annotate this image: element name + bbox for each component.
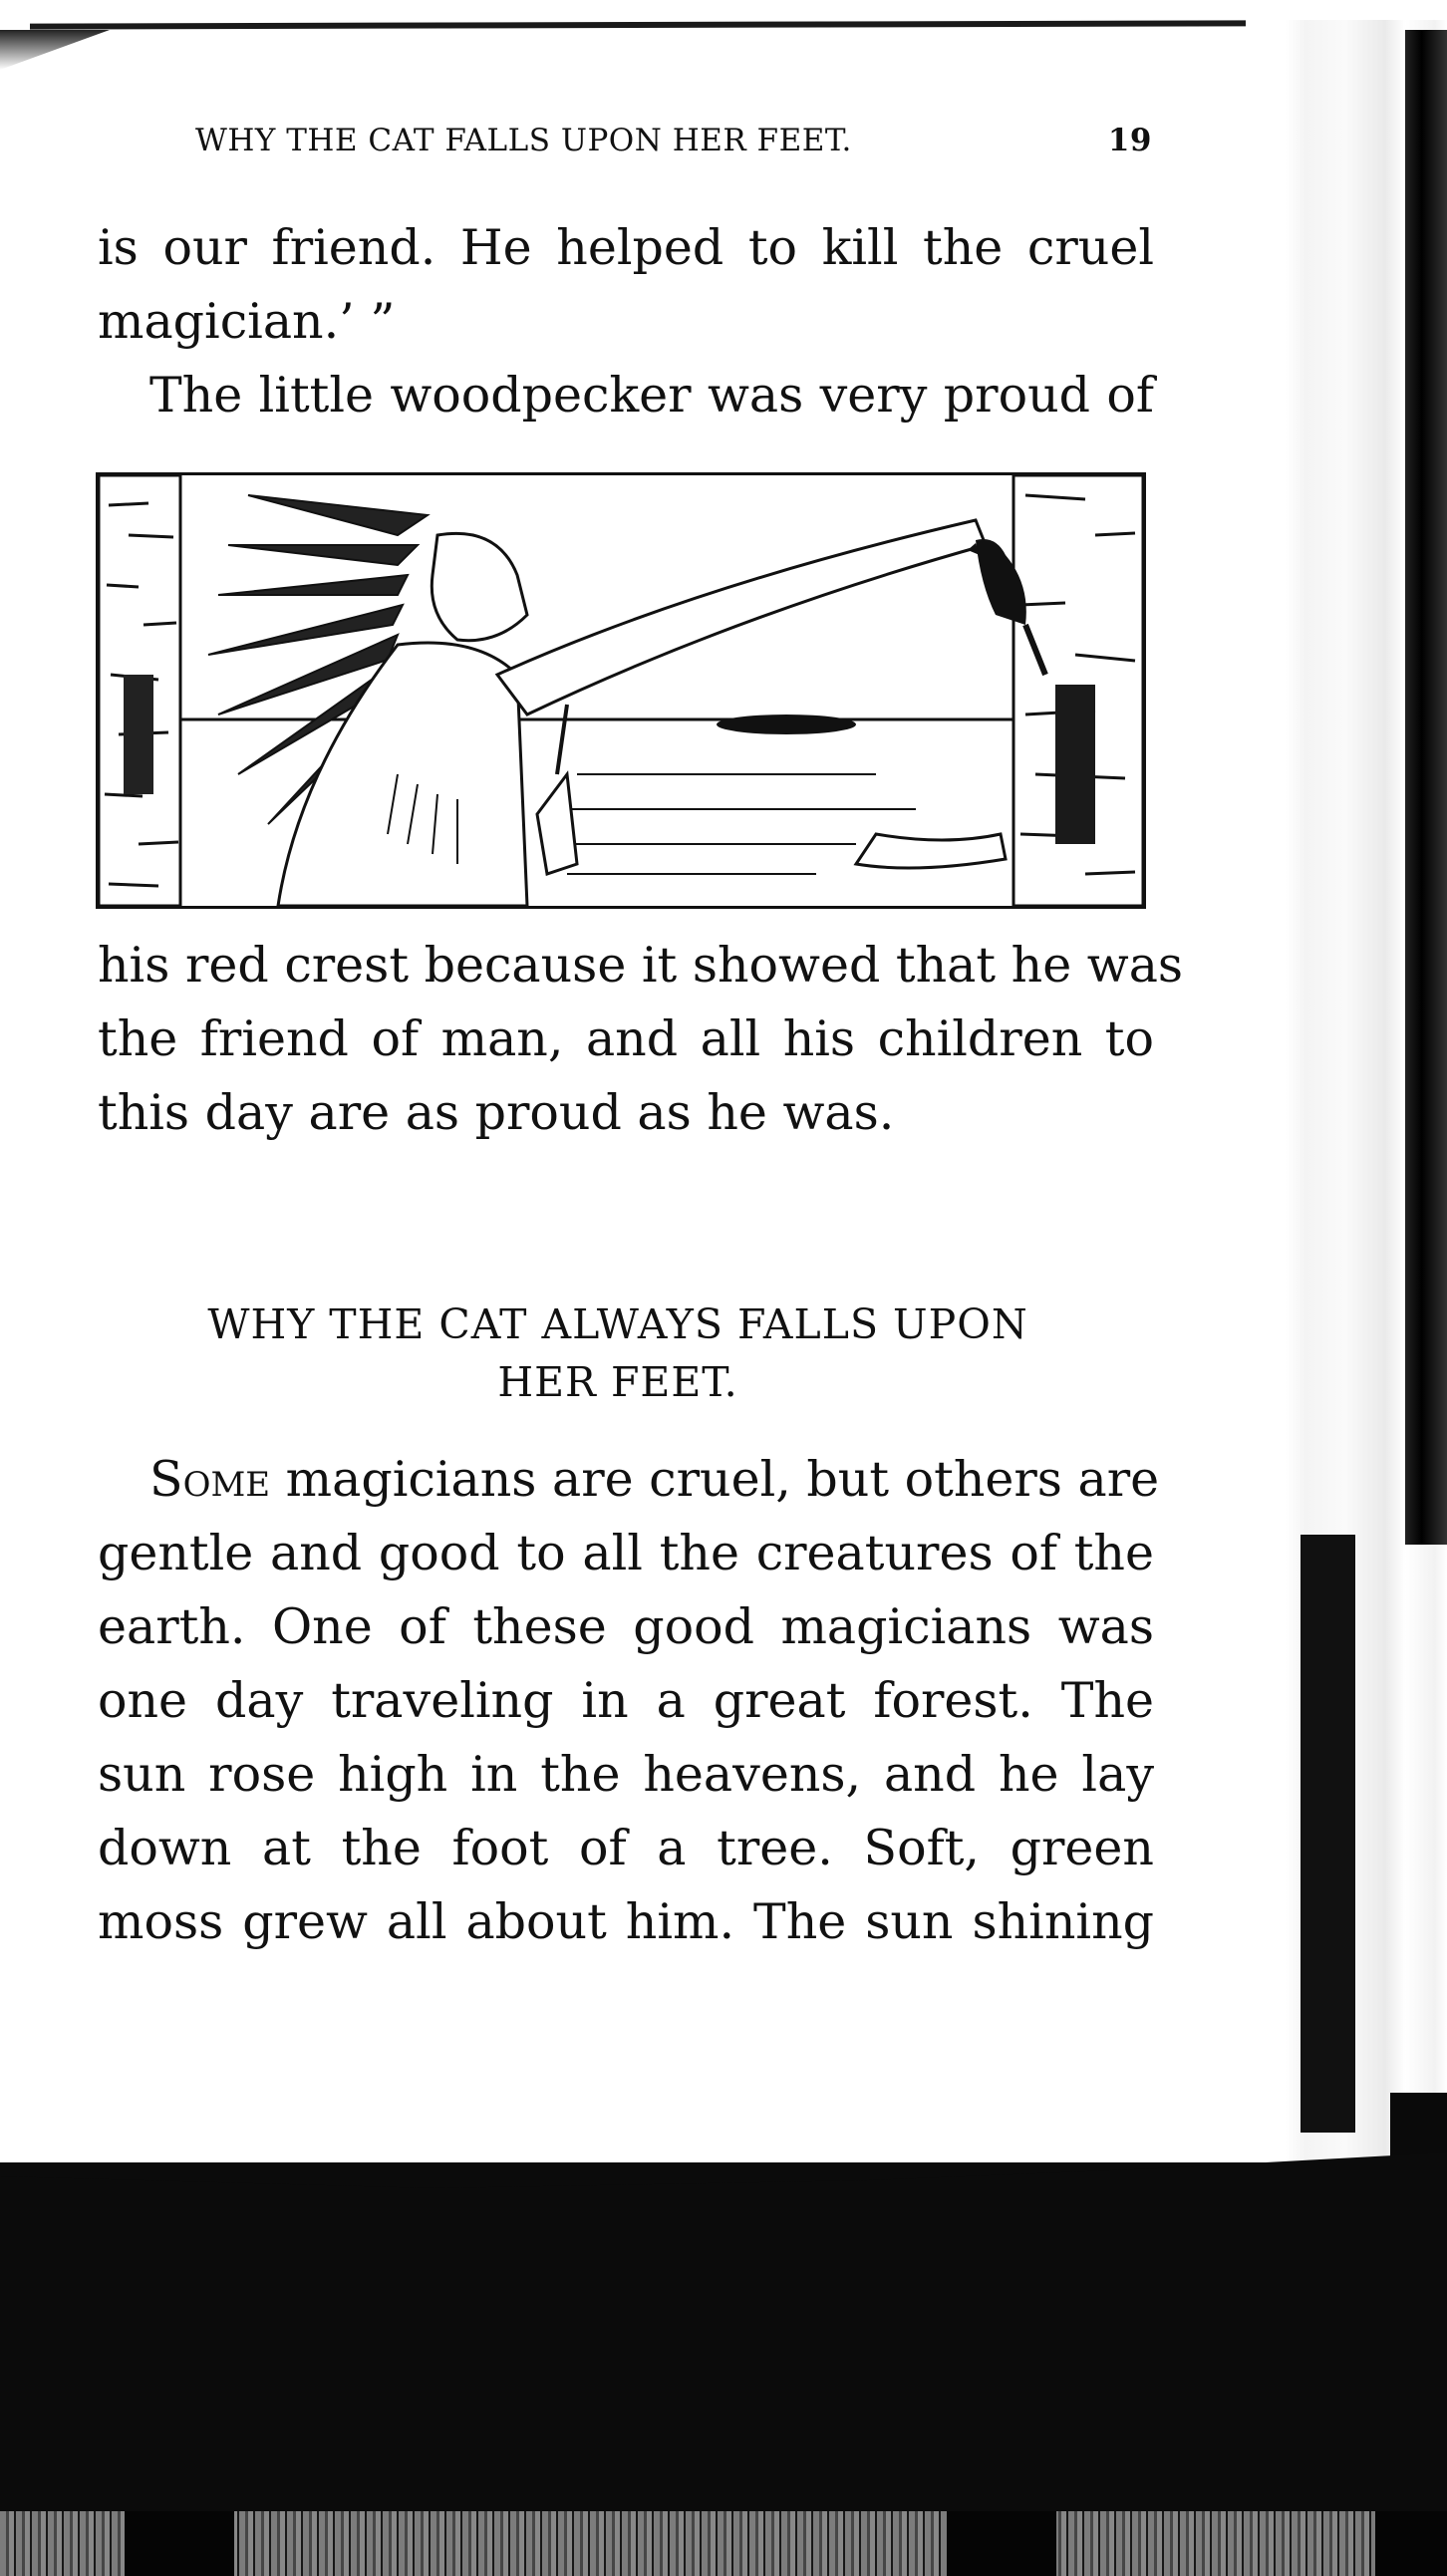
left-birch-tree — [99, 475, 180, 906]
illustration-frame — [96, 472, 1146, 909]
running-head-title: WHY THE CAT FALLS UPON HER FEET. — [195, 123, 852, 158]
drop-word: Some — [149, 1451, 271, 1508]
running-head — [195, 123, 1152, 158]
text-line: The little woodpecker was very proud of — [149, 367, 1154, 424]
text-line: one day traveling in a great forest. The — [98, 1672, 1154, 1729]
distant-island — [717, 715, 856, 734]
text-line: is our friend. He helped to kill the cruel — [98, 219, 1154, 276]
text-line: his red crest because it showed that he was — [98, 937, 1184, 994]
section-heading: WHY THE CAT ALWAYS FALLS UPON — [207, 1300, 1028, 1348]
text-line: the friend of man, and all his children to — [98, 1010, 1154, 1067]
canoe-icon — [856, 834, 1006, 868]
text-line: sun rose high in the heavens, and he lay — [98, 1746, 1154, 1803]
scanner-block — [1375, 2511, 1447, 2576]
right-birch-tree — [1013, 475, 1143, 906]
man-feeding-woodpecker-illustration — [99, 475, 1143, 906]
section-heading-continued: HER FEET. — [497, 1358, 738, 1406]
text-line: gentle and good to all the creatures of the — [98, 1525, 1154, 1581]
text-line: earth. One of these good magicians was — [98, 1598, 1154, 1655]
text-line: moss grew all about him. The sun shining — [98, 1893, 1154, 1950]
scanner-block — [947, 2511, 1056, 2576]
scanner-shadow-mid-right — [1301, 1535, 1355, 2133]
text-line — [149, 1443, 1160, 1517]
text-line: this day are as proud as he was. — [98, 1084, 895, 1141]
scanner-shadow-right — [1405, 30, 1447, 1545]
page-number: 19 — [1107, 123, 1152, 158]
text-line: down at the foot of a tree. Soft, green — [98, 1820, 1154, 1876]
scanner-block — [125, 2511, 234, 2576]
text-line: magician.’ ” — [98, 293, 396, 350]
text-line-rest: magicians are cruel, but others are — [270, 1451, 1160, 1508]
